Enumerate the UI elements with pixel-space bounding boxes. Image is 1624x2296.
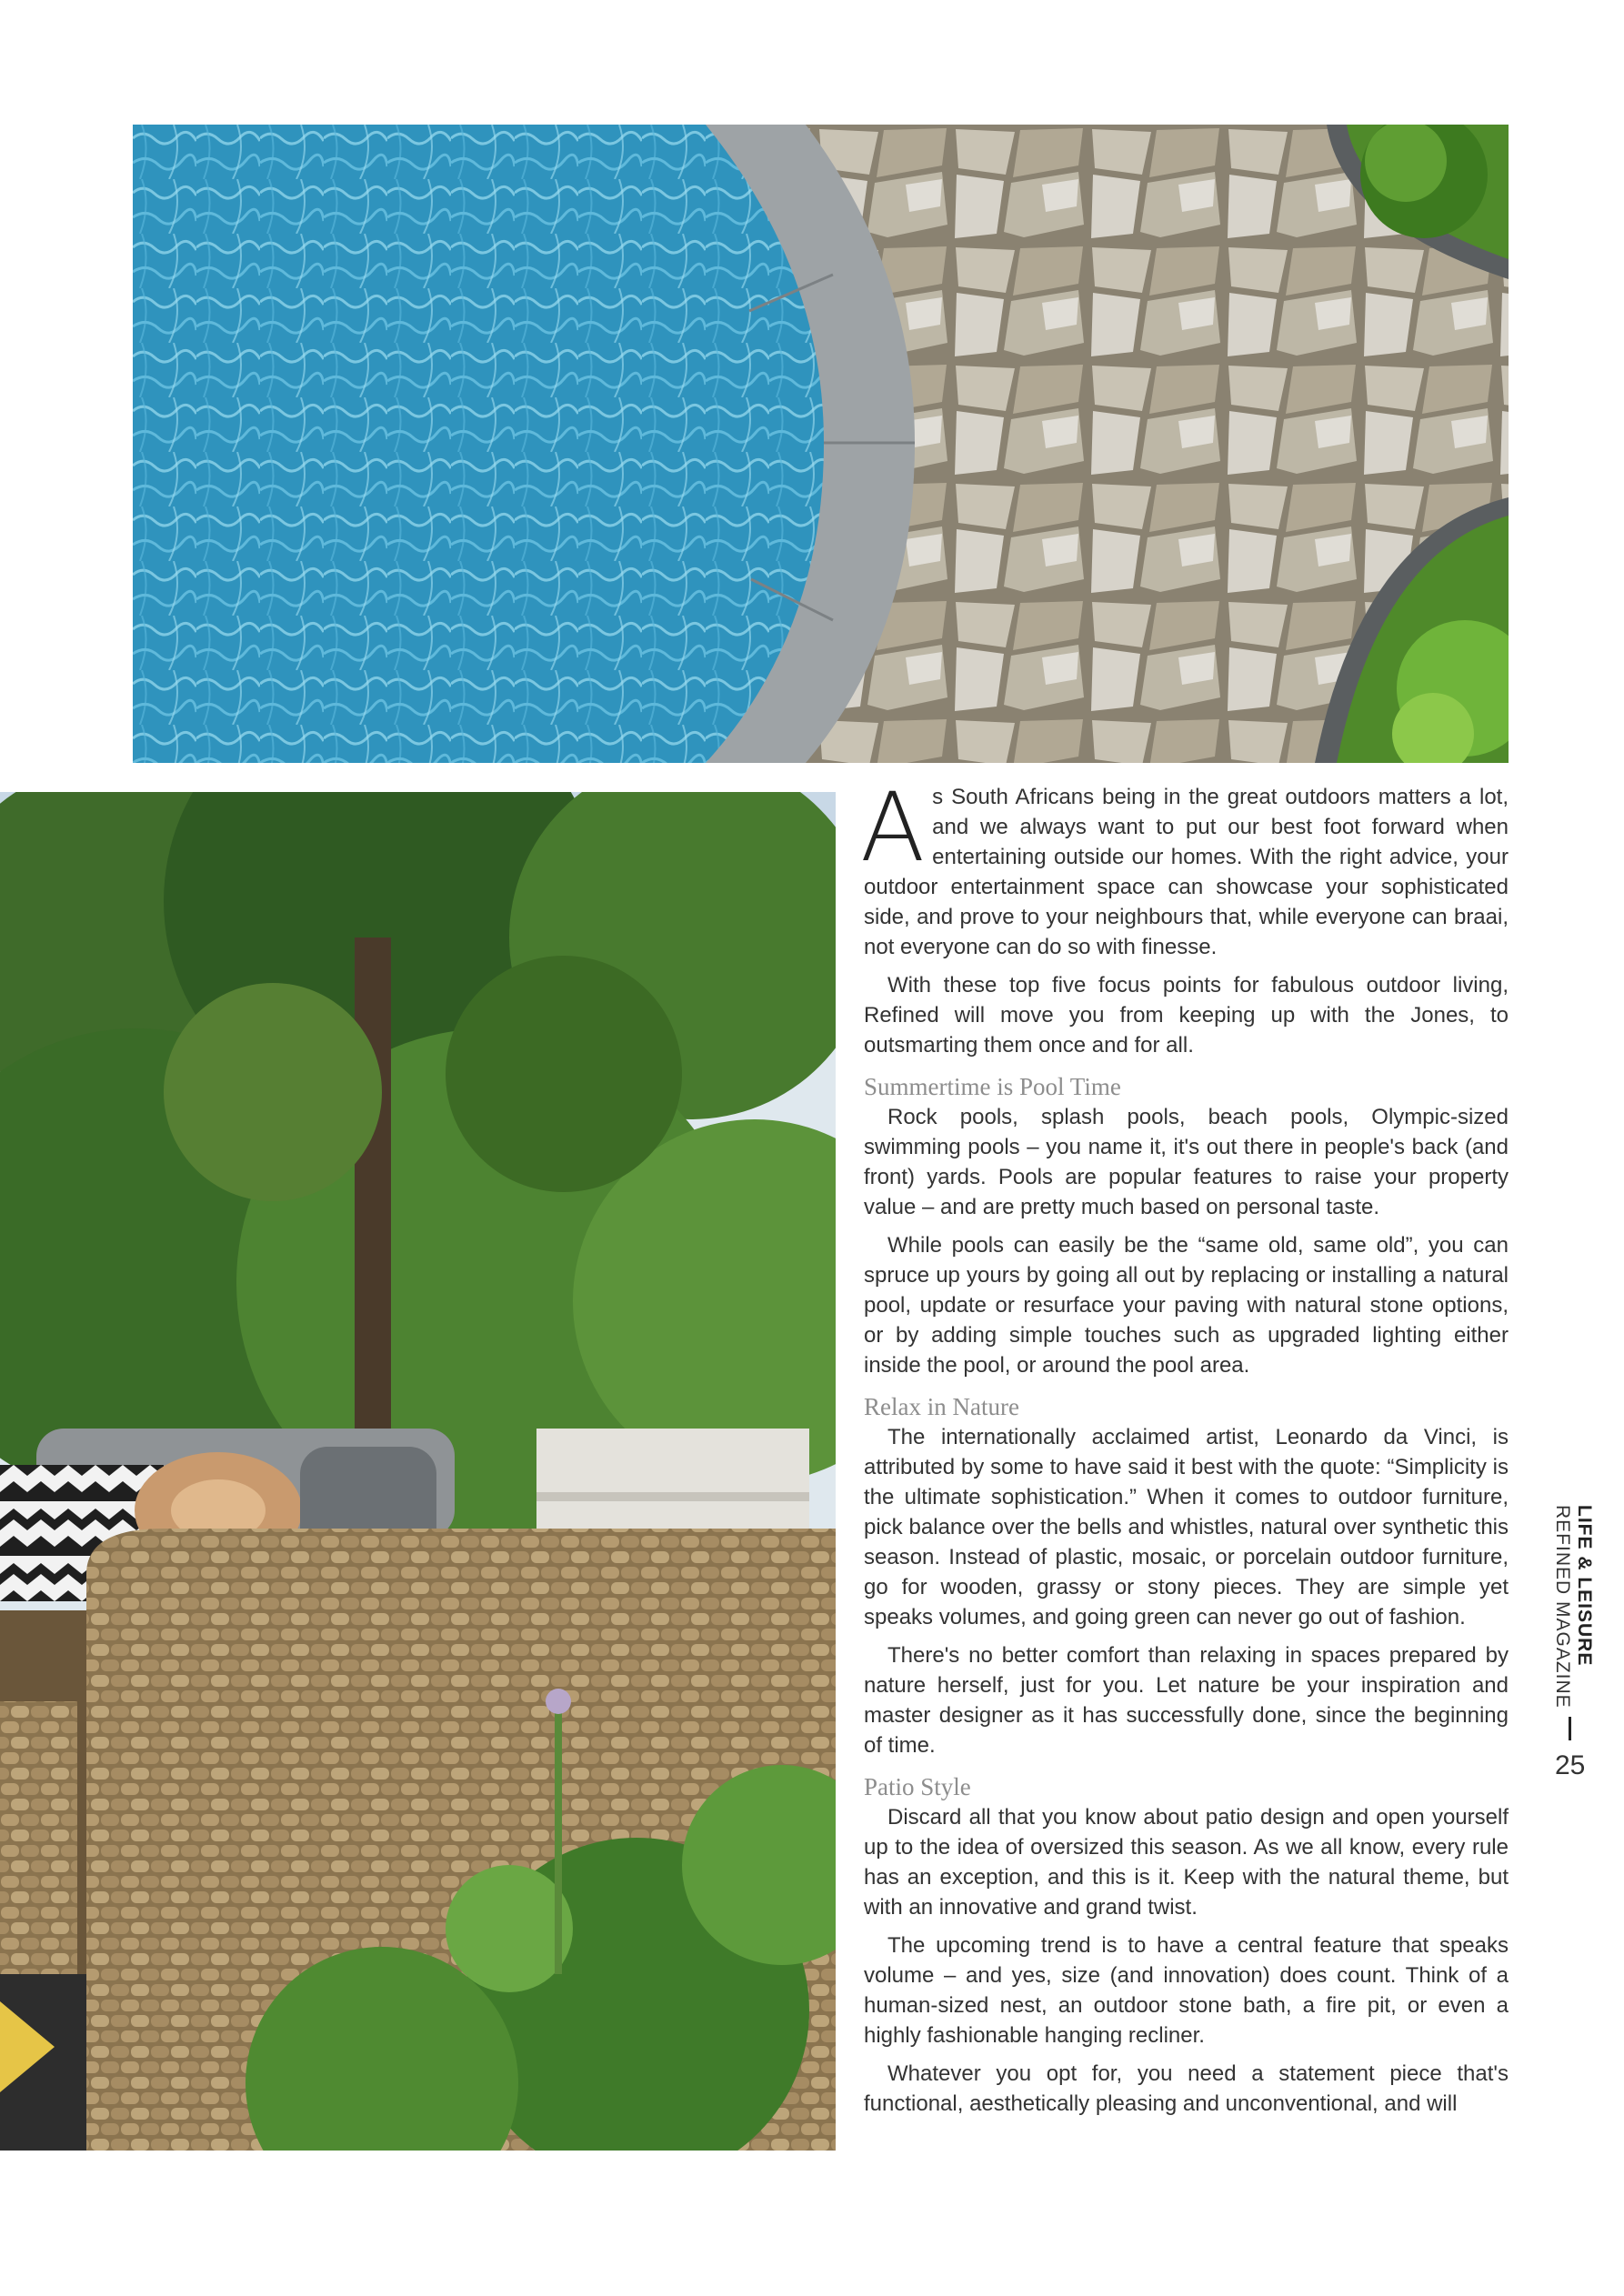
- paragraph: There's no better comfort than relaxing in spaces prepared by nature herself, just for you. Let nature be your inspiration and master designer as it has successfully done, since the beginning of time.: [864, 1643, 1509, 1758]
- drop-cap: A: [860, 772, 926, 883]
- section-name: LIFE & LEISURE: [1574, 1505, 1595, 1667]
- intro-text: s South Africans being in the great outdoors matters a lot, and we always want to put our best foot forward when entertaining outside our homes. With the right advice, your outdoor entertainment space can showcase your sophisticated side, and prove to your neighbours that, while everyone can braai, not everyone can do so with finesse.: [864, 785, 1509, 959]
- article-body: [860, 772, 1509, 2127]
- intro-paragraph: [860, 772, 1509, 962]
- pool-photo: [133, 125, 1509, 763]
- running-footer: [1551, 1505, 1595, 1709]
- publication-name: REFINED MAGAZINE: [1552, 1505, 1573, 1709]
- page-number: 25: [1555, 1750, 1586, 1780]
- paragraph: The internationally acclaimed artist, Leonardo da Vinci, is attributed by some to have said it best with the quote: “Simplicity is the ultimate sophistication.” When it comes to outdoor furniture, pick balance over the bells and whistles, natural over synthetic this season. Instead of plastic, mosaic, or porcelain outdoor furniture, go for wooden, grassy or stony pieces. They are simple yet speaks volumes, and going green can never go out of fashion.: [864, 1425, 1509, 1629]
- paragraph: Rock pools, splash pools, beach pools, Olympic-sized swimming pools – you name it, it's out there in people's back (and front) yards. Pools are popular features to raise your property value – and are pretty much based on personal taste.: [864, 1105, 1509, 1219]
- footer-divider: [1569, 1717, 1571, 1740]
- section-heading-pool: Summertime is Pool Time: [864, 1073, 1121, 1100]
- section-heading-nature: Relax in Nature: [864, 1393, 1019, 1420]
- page-footer: [1551, 1505, 1615, 1778]
- paragraph: Whatever you opt for, you need a statement piece that's functional, aesthetically pleasing and unconventional, and will: [864, 2061, 1509, 2116]
- section-heading-patio: Patio Style: [864, 1773, 971, 1800]
- paragraph: With these top five focus points for fabulous outdoor living, Refined will move you from keeping up with the Jones, to outsmarting them once and for all.: [864, 973, 1509, 1058]
- paragraph: The upcoming trend is to have a central feature that speaks volume – and yes, size (and innovation) does count. Think of a human-sized nest, an outdoor stone bath, a fire pit, or even a highly fashionable hanging recliner.: [864, 1933, 1509, 2048]
- paragraph: While pools can easily be the “same old, same old”, you can spruce up yours by going all out by replacing or installing a natural pool, update or resurface your paving with natural stone options, or by adding simple touches such as upgraded lighting either inside the pool, or around the pool area.: [864, 1233, 1509, 1378]
- garden-sofa-photo: [0, 792, 836, 2151]
- paragraph: Discard all that you know about patio design and open yourself up to the idea of oversized this season. As we all know, every rule has an exception, and this is it. Keep with the natural theme, but with an innovative and grand twist.: [864, 1805, 1509, 1920]
